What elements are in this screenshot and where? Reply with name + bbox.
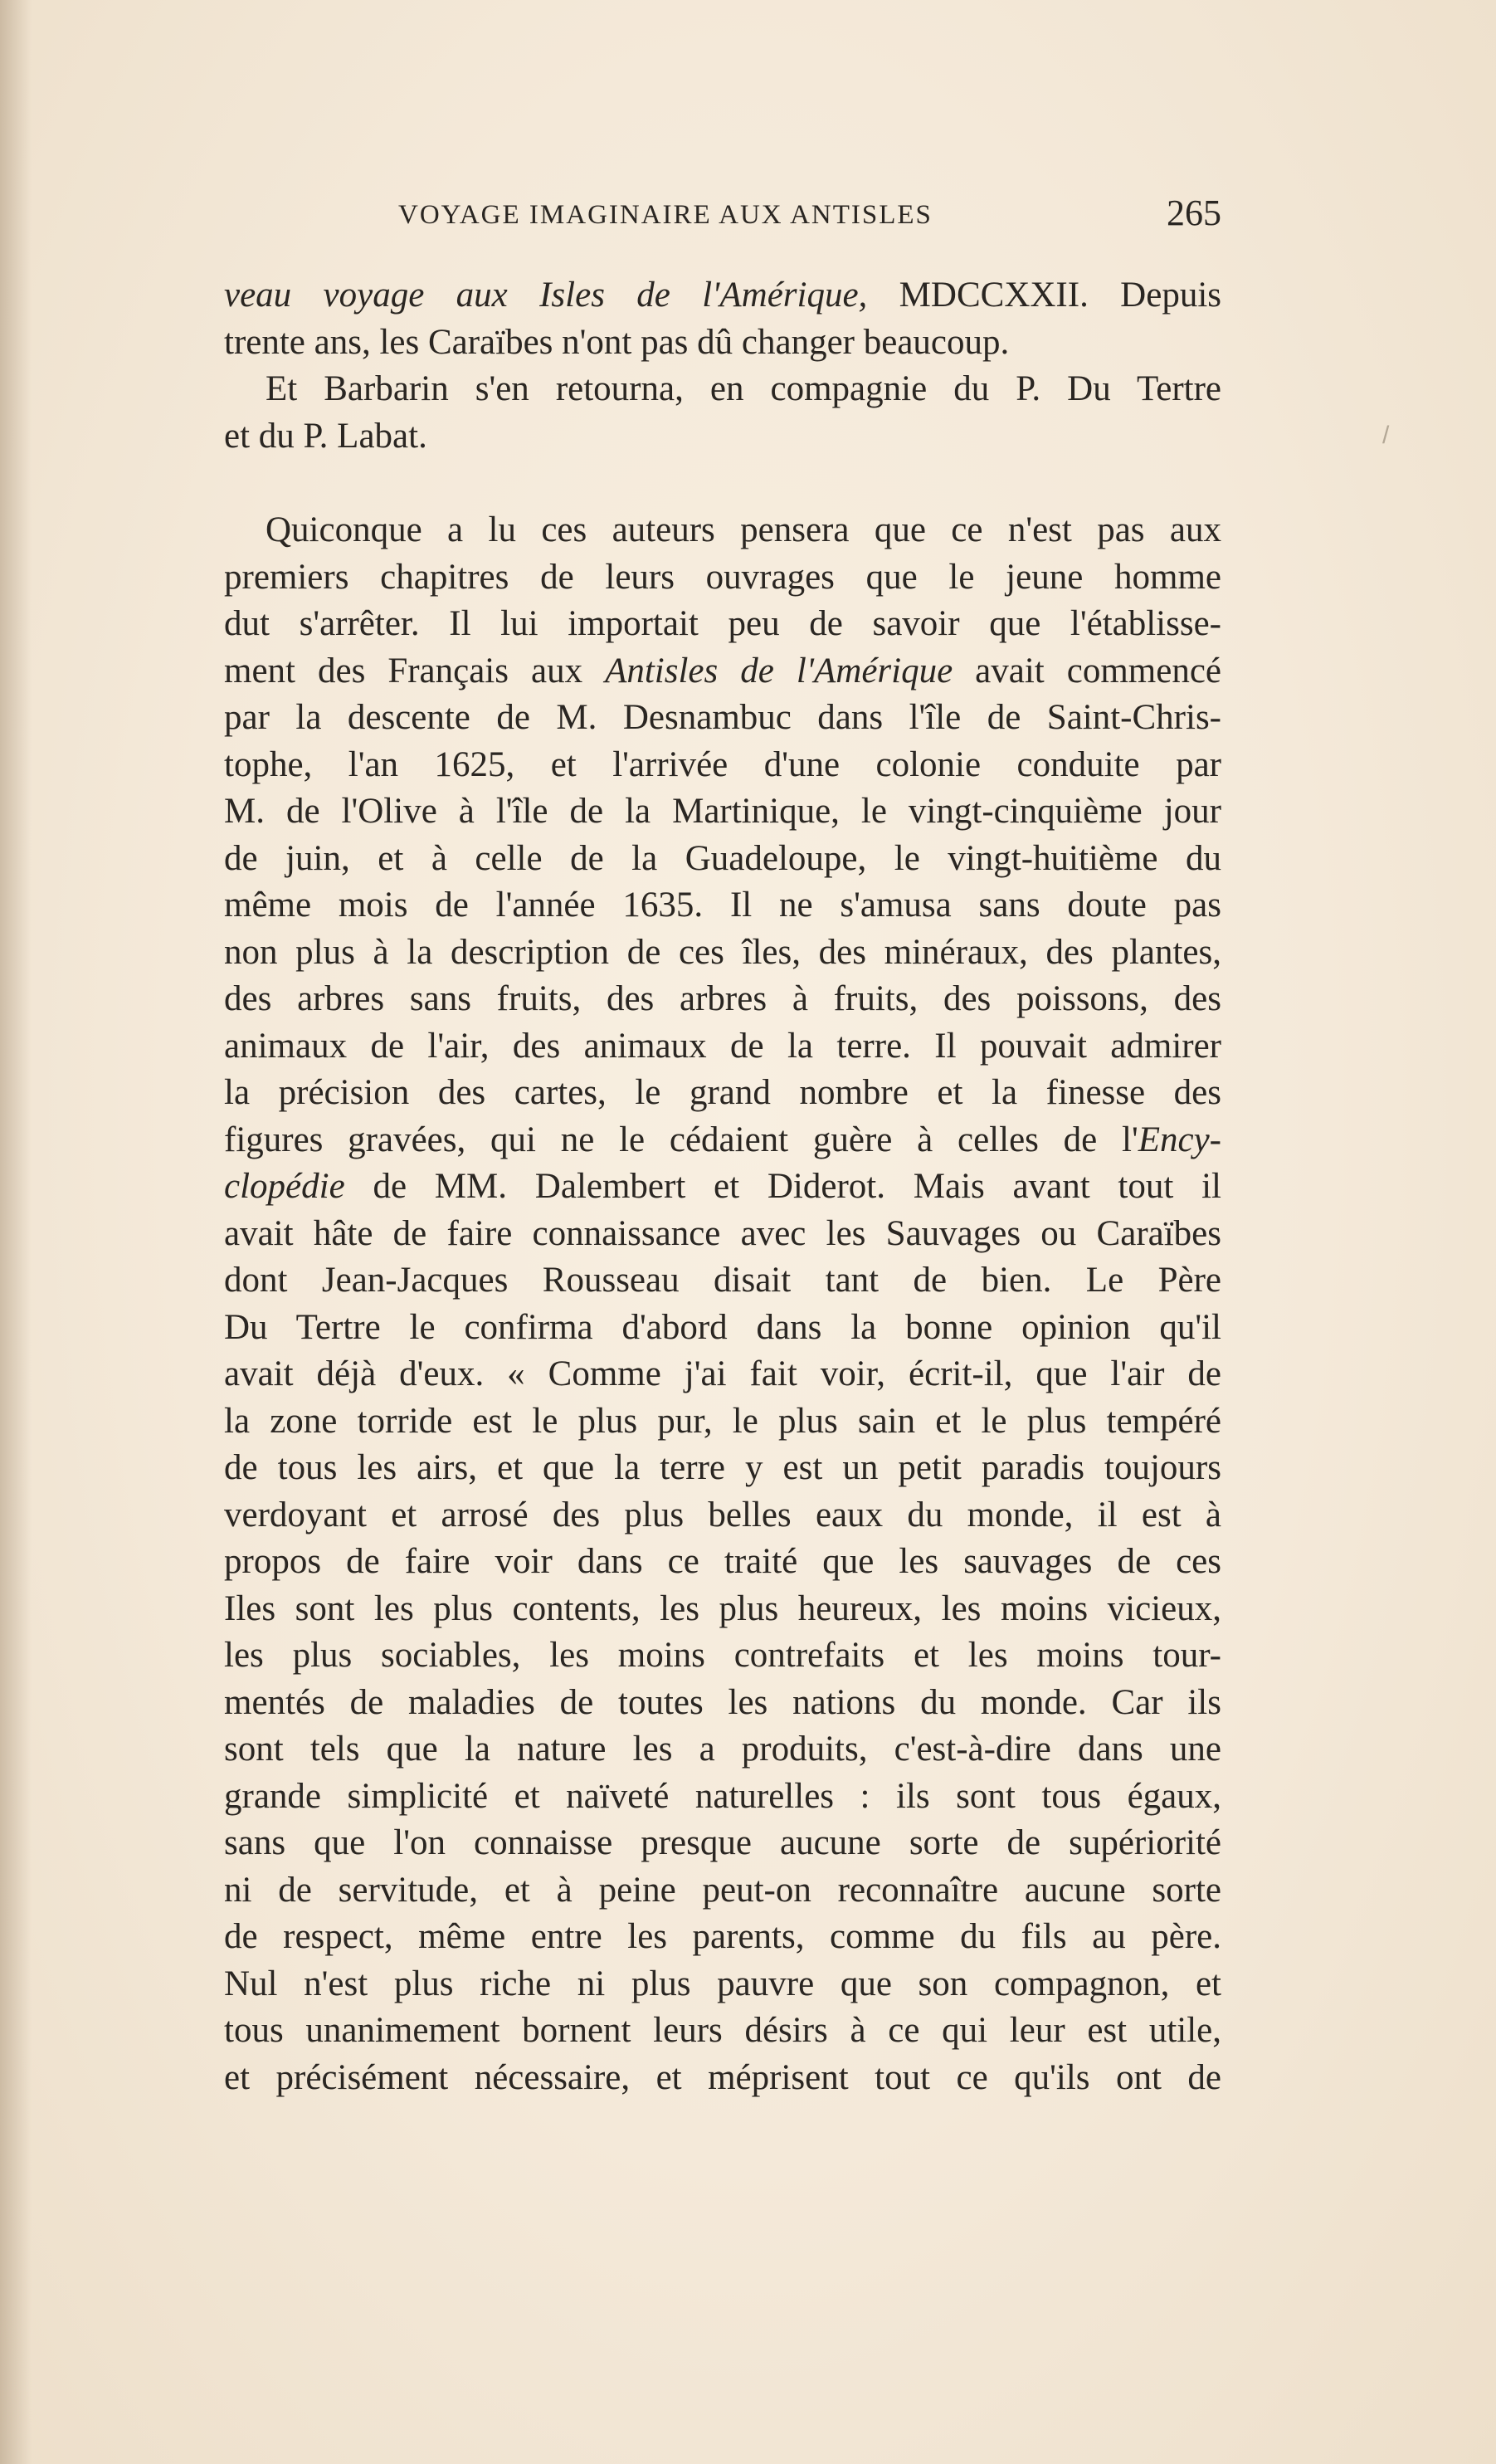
text-segment: Quiconque a lu ces auteurs pensera que ce n'est pas aux bbox=[266, 510, 1221, 549]
text-line bbox=[224, 976, 1221, 1023]
text-segment: tous unanimement bornent leurs désirs à ce qui leur est utile, bbox=[224, 2011, 1221, 2050]
italic-segment: Ency- bbox=[1138, 1120, 1221, 1159]
text-segment: de juin, et à celle de la Guadeloupe, le vingt-huitième du bbox=[224, 838, 1221, 878]
text-segment: même mois de l'année 1635. Il ne s'amusa sans doute pas bbox=[224, 886, 1221, 925]
text-line bbox=[224, 1445, 1221, 1492]
text-segment: grande simplicité et naïveté naturelles : ils sont tous égaux, bbox=[224, 1776, 1221, 1816]
page-number: 265 bbox=[1167, 193, 1221, 233]
text-segment: propos de faire voir dans ce traité que les sauvages de ces bbox=[224, 1542, 1221, 1581]
text-line bbox=[224, 1586, 1221, 1633]
text-line bbox=[224, 882, 1221, 929]
text-segment: par la descente de M. Desnambuc dans l'île de Saint-Chris- bbox=[224, 698, 1221, 737]
italic-segment: veau voyage aux Isles de l'Amérique, bbox=[224, 276, 868, 315]
text-line bbox=[224, 648, 1221, 695]
text-segment: des arbres sans fruits, des arbres à fruits, des poissons, des bbox=[224, 979, 1221, 1018]
text-segment: ni de servitude, et à peine peut-on reconnaître aucune sorte bbox=[224, 1870, 1221, 1910]
text-segment: figures gravées, qui ne le cédaient guère à celles de l' bbox=[224, 1120, 1138, 1159]
paragraph-1 bbox=[224, 272, 1221, 366]
text-segment: verdoyant et arrosé des plus belles eaux du monde, il est à bbox=[224, 1495, 1221, 1535]
text-line bbox=[224, 2055, 1221, 2102]
text-segment: la zone torride est le plus pur, le plus sain et le plus tempéré bbox=[224, 1401, 1221, 1441]
text-segment: de MM. Dalembert et Diderot. Mais avant tout il bbox=[344, 1167, 1221, 1206]
paragraph-3 bbox=[224, 507, 1221, 2101]
text-line bbox=[224, 2008, 1221, 2055]
text-line bbox=[224, 1632, 1221, 1680]
text-line bbox=[224, 554, 1221, 602]
gutter-shadow bbox=[0, 0, 32, 2464]
text-line bbox=[224, 507, 1221, 554]
text-line bbox=[224, 1211, 1221, 1258]
text-segment: les plus sociables, les moins contrefaits et les moins tour- bbox=[224, 1636, 1221, 1675]
text-segment: avait déjà d'eux. « Comme j'ai fait voir, écrit-il, que l'air de bbox=[224, 1354, 1221, 1393]
text-line bbox=[224, 929, 1221, 977]
text-line bbox=[224, 1680, 1221, 1727]
text-line bbox=[224, 1351, 1221, 1398]
text-segment: et du P. Labat. bbox=[224, 416, 427, 456]
text-line bbox=[224, 601, 1221, 648]
text-segment: ment des Français aux bbox=[224, 651, 606, 690]
text-line bbox=[224, 1492, 1221, 1539]
body-text bbox=[224, 272, 1221, 2101]
text-segment: non plus à la description de ces îles, des minéraux, des plantes, bbox=[224, 932, 1221, 972]
text-line bbox=[224, 272, 1221, 320]
text-line bbox=[224, 1164, 1221, 1211]
text-line bbox=[224, 1305, 1221, 1352]
text-segment: mentés de maladies de toutes les nations du monde. Car ils bbox=[224, 1682, 1221, 1722]
text-segment: Du Tertre le confirma d'abord dans la bonne opinion qu'il bbox=[224, 1307, 1221, 1347]
text-line bbox=[224, 366, 1221, 413]
text-segment: de tous les airs, et que la terre y est un petit paradis toujours bbox=[224, 1448, 1221, 1487]
text-segment: Iles sont les plus contents, les plus heureux, les moins vicieux, bbox=[224, 1588, 1221, 1628]
text-segment: avait hâte de faire connaissance avec les Sauvages ou Caraïbes bbox=[224, 1213, 1221, 1253]
text-line bbox=[224, 695, 1221, 742]
text-line bbox=[224, 1117, 1221, 1164]
text-segment: dont Jean-Jacques Rousseau disait tant de bien. Le Père bbox=[224, 1261, 1221, 1300]
running-title: VOYAGE IMAGINAIRE AUX ANTISLES bbox=[398, 200, 933, 230]
text-segment: avait commencé bbox=[953, 651, 1221, 690]
text-segment: M. de l'Olive à l'île de la Martinique, le vingt-cinquième jour bbox=[224, 792, 1221, 831]
text-line bbox=[224, 1726, 1221, 1774]
paragraph-gap bbox=[224, 460, 1221, 507]
text-line bbox=[224, 1867, 1221, 1915]
text-segment: Nul n'est plus riche ni plus pauvre que son compagnon, et bbox=[224, 1964, 1221, 2003]
text-line bbox=[224, 1539, 1221, 1586]
text-segment: dut s'arrêter. Il lui importait peu de savoir que l'établisse- bbox=[224, 604, 1221, 643]
stray-mark: / bbox=[1382, 422, 1390, 449]
paragraph-2 bbox=[224, 366, 1221, 460]
text-line bbox=[224, 1070, 1221, 1117]
text-line bbox=[224, 1257, 1221, 1305]
text-line bbox=[224, 1961, 1221, 2008]
text-line bbox=[224, 1023, 1221, 1071]
text-line bbox=[224, 1774, 1221, 1821]
text-line bbox=[224, 742, 1221, 789]
text-line bbox=[224, 320, 1221, 367]
text-line bbox=[224, 413, 1221, 461]
text-segment: animaux de l'air, des animaux de la terre. Il pouvait admirer bbox=[224, 1026, 1221, 1066]
text-segment: MDCCXXII. Depuis bbox=[867, 276, 1222, 315]
text-segment: la précision des cartes, le grand nombre et la finesse des bbox=[224, 1073, 1221, 1112]
italic-segment: Antisles de l'Amérique bbox=[605, 651, 953, 690]
text-line bbox=[224, 1398, 1221, 1446]
text-segment: Et Barbarin s'en retourna, en compagnie du P. Du Tertre bbox=[266, 369, 1221, 408]
text-line bbox=[224, 1914, 1221, 1961]
text-segment: trente ans, les Caraïbes n'ont pas dû changer beaucoup. bbox=[224, 322, 1010, 362]
text-segment: sont tels que la nature les a produits, c'est-à-dire dans une bbox=[224, 1730, 1221, 1769]
text-line bbox=[224, 1820, 1221, 1867]
text-segment: de respect, même entre les parents, comme du fils au père. bbox=[224, 1917, 1221, 1956]
text-segment: sans que l'on connaisse presque aucune sorte de supériorité bbox=[224, 1823, 1221, 1862]
text-line bbox=[224, 788, 1221, 836]
running-head bbox=[224, 192, 1221, 242]
text-segment: et précisément nécessaire, et méprisent tout ce qu'ils ont de bbox=[224, 2057, 1221, 2097]
italic-segment: clopédie bbox=[224, 1167, 345, 1206]
text-line bbox=[224, 836, 1221, 883]
text-segment: premiers chapitres de leurs ouvrages que le jeune homme bbox=[224, 557, 1221, 597]
text-segment: tophe, l'an 1625, et l'arrivée d'une colonie conduite par bbox=[224, 744, 1221, 784]
